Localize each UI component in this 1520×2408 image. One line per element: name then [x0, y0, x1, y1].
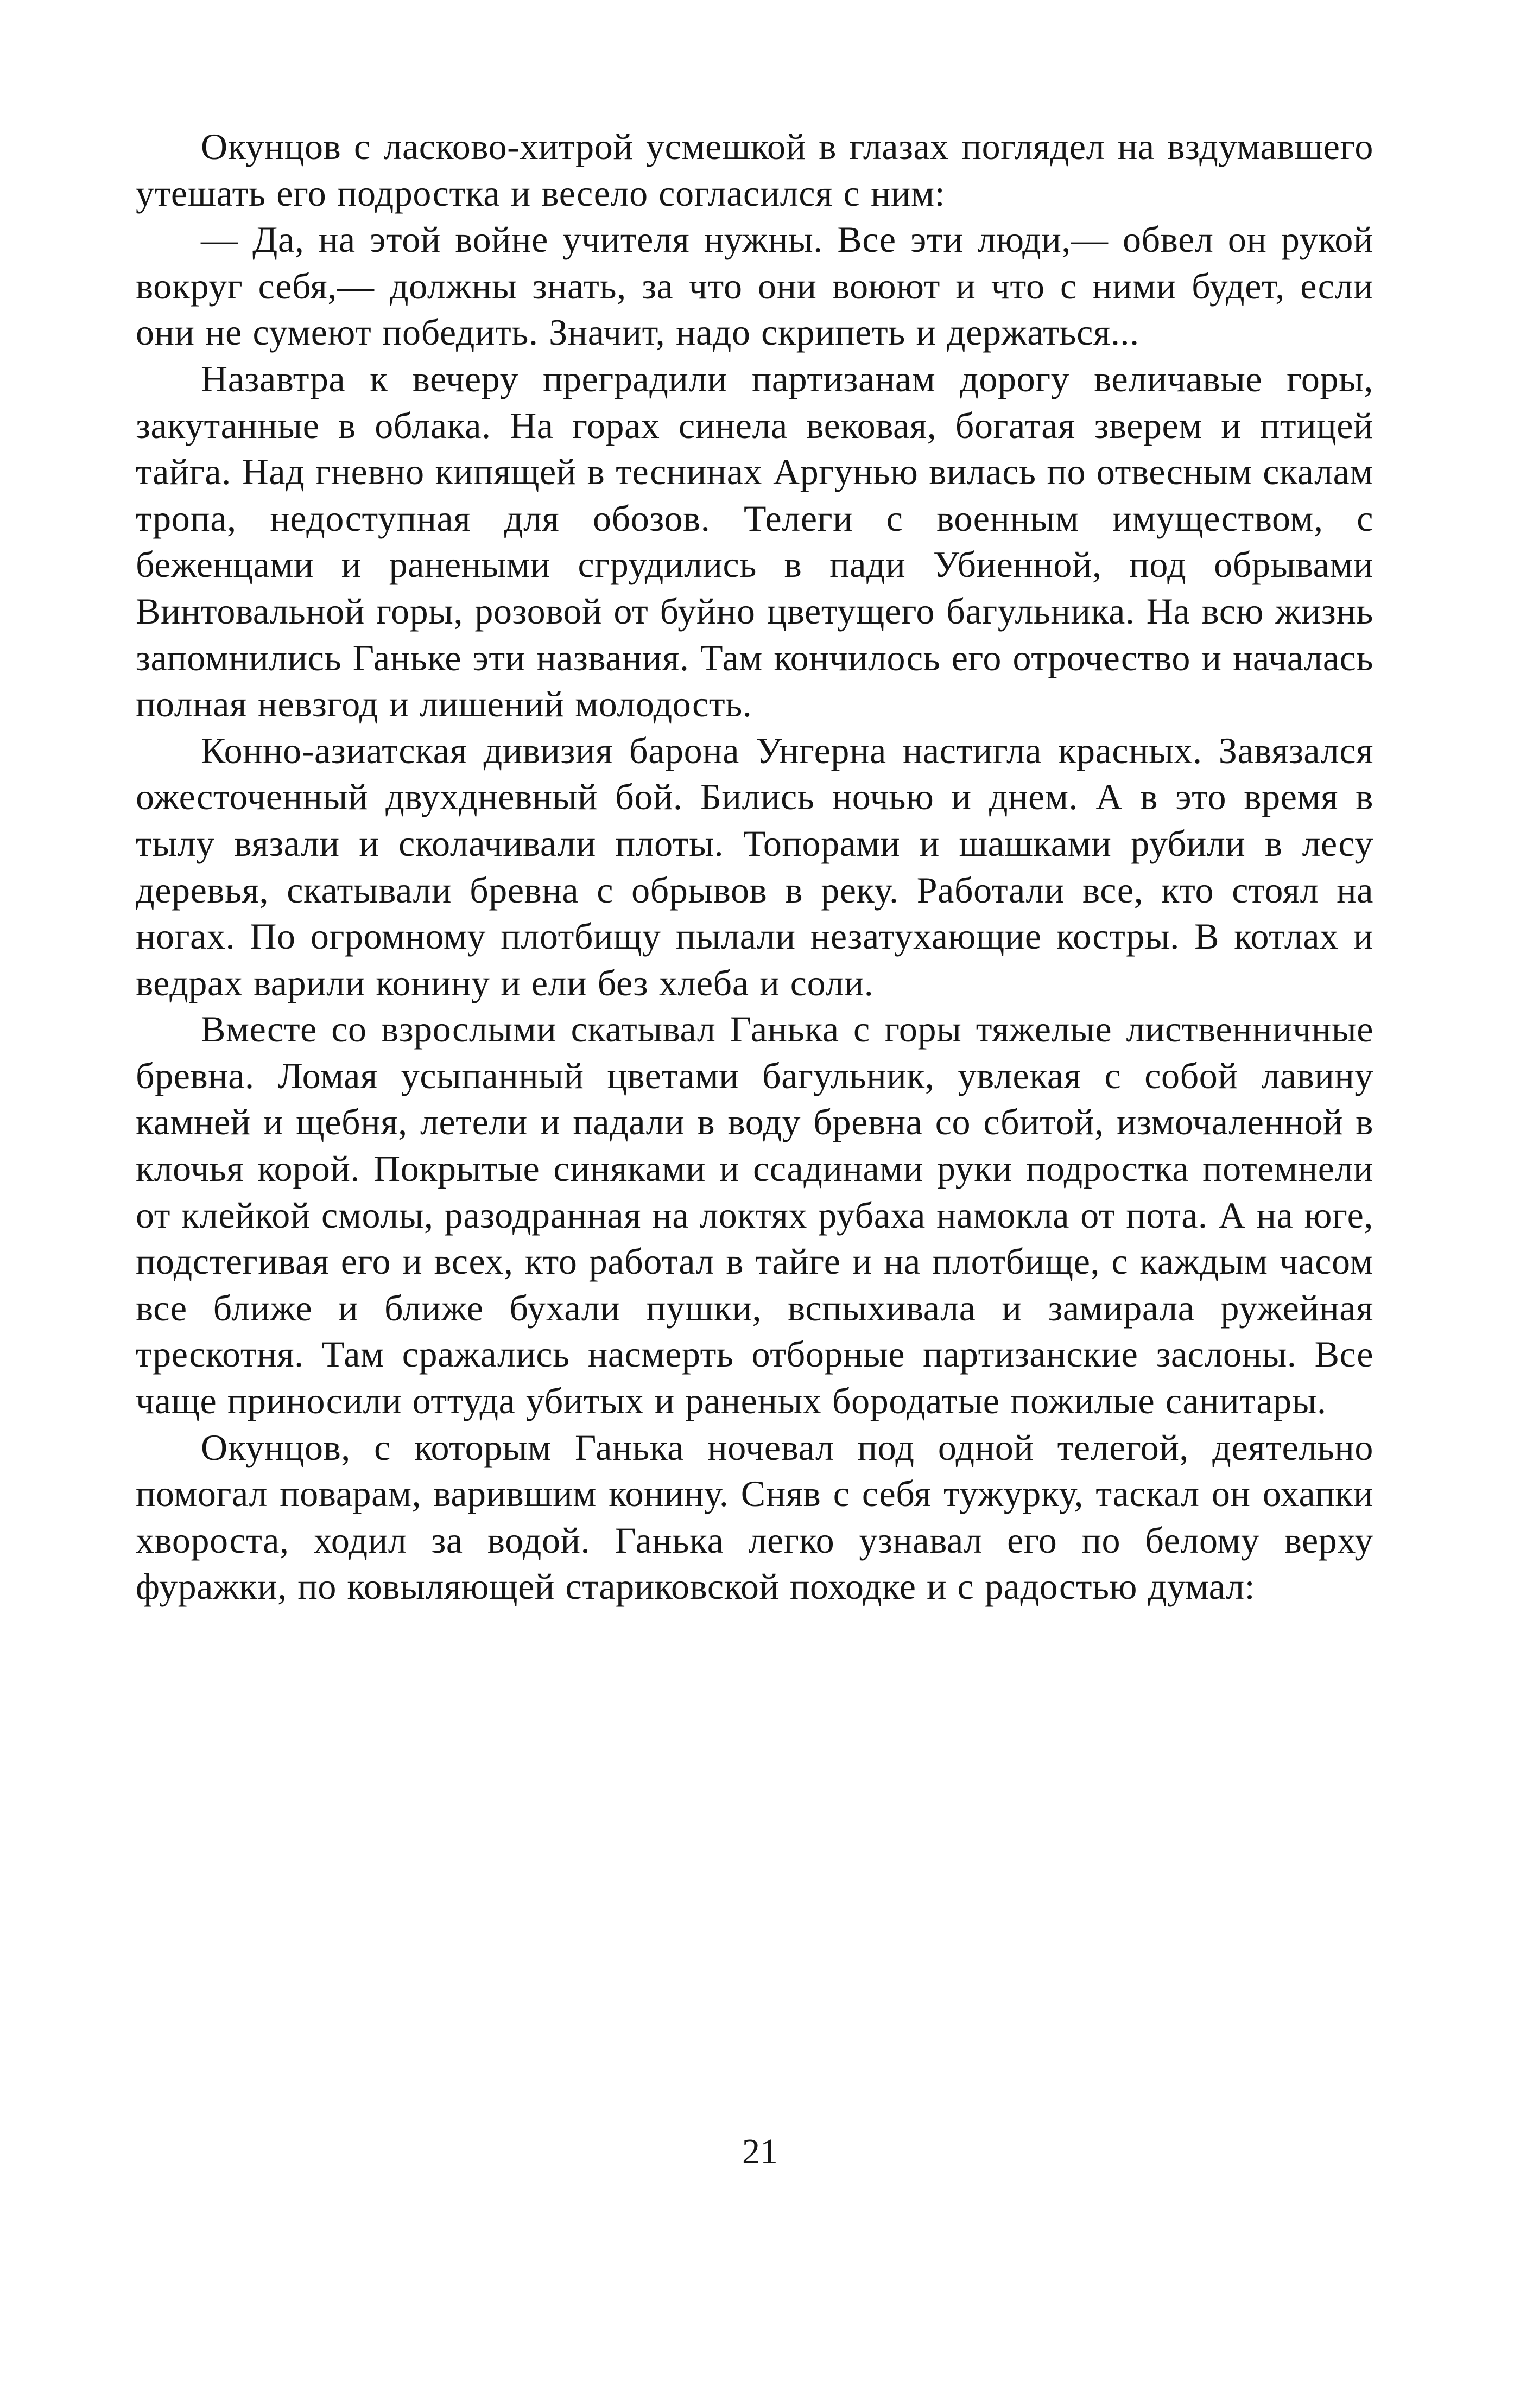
page-body-text: [136, 124, 1373, 1610]
paragraph: Окунцов, с которым Ганька ночевал под одной телегой, деятельно помогал поварам, варившим конину. Сняв с себя тужурку, таскал он охапки хвороста, ходил за водой. Ганька легко узнавал его по белому верху фуражки, по ковыляющей стариковской походке и с радостью думал:: [136, 1426, 1373, 1608]
paragraph: Вместе со взрослыми скатывал Ганька с горы тяжелые лиственничные бревна. Ломая усыпанный цветами багульник, увлекая с собой лавину камней и щебня, летели и падали в воду бревна со сбитой, измочаленной в клочья корой. Покрытые синяками и ссадинами руки подростка потемнели от клейкой смолы, разодранная на локтях рубаха намокла от пота. А на юге, подстегивая его и всех, кто работал в тайге и на плотбище, с каждым часом все ближе и ближе бухали пушки, вспыхивала и замирала ружейная трескотня. Там сражались насмерть отборные партизанские заслоны. Все чаще приносили оттуда убитых и раненых бородатые пожилые санитары.: [136, 1008, 1373, 1422]
paragraph: Окунцов с ласково-хитрой усмешкой в глазах поглядел на вздумавшего утешать его подростка и весело согласился с ним:: [136, 126, 1373, 214]
paragraph: Назавтра к вечеру преградили партизанам дорогу величавые горы, закутанные в облака. На горах синела вековая, богатая зверем и птицей тайга. Над гневно кипящей в теснинах Аргунью вилась по отвесным скалам тропа, недоступная для обозов. Телеги с военным имуществом, с беженцами и ранеными сгрудились в пади Убиенной, под обрывами Винтовальной горы, розовой от буйно цветущего багульника. На всю жизнь запомнились Ганьке эти названия. Там кончилось его отрочество и началась полная невзгод и лишений молодость.: [136, 358, 1373, 725]
paragraph: — Да, на этой войне учителя нужны. Все эти люди,— обвел он рукой вокруг себя,— должны знать, за что они воюют и что с ними будет, если они не сумеют победить. Значит, надо скрипеть и держаться...: [136, 219, 1373, 353]
page-number: 21: [742, 2132, 778, 2171]
paragraph: Конно-азиатская дивизия барона Унгерна настигла красных. Завязался ожесточенный двухдневный бой. Бились ночью и днем. А в это время в тылу вязали и сколачивали плоты. Топорами и шашками рубили в лесу деревья, скатывали бревна с обрывов в реку. Работали все, кто стоял на ногах. По огромному плотбищу пылали незатухающие костры. В котлах и ведрах варили конину и ели без хлеба и соли.: [136, 729, 1373, 1003]
